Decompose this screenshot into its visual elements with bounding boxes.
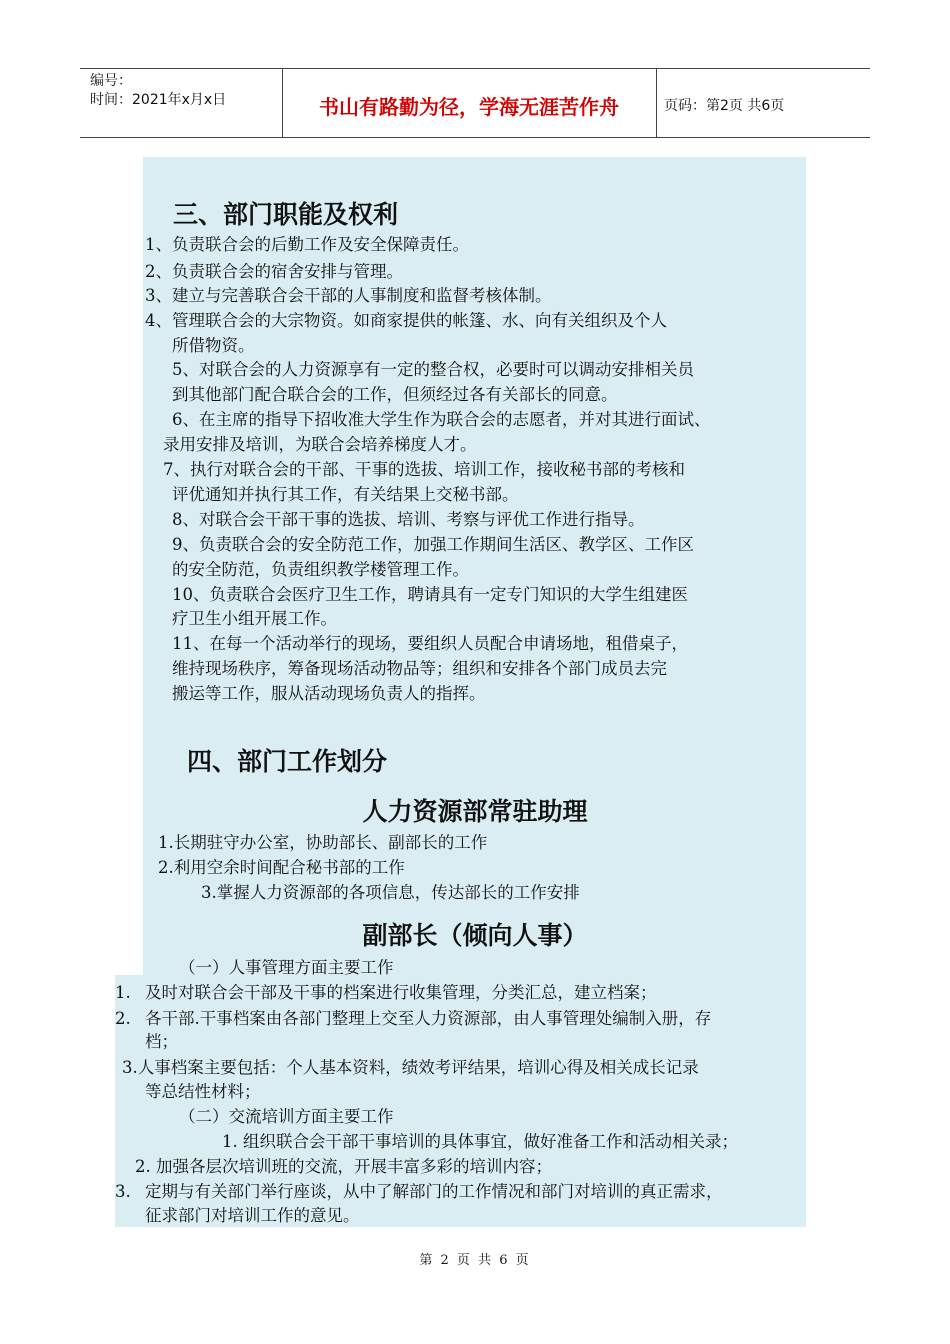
list-item: 1.长期驻守办公室，协助部长、副部长的工作 bbox=[158, 833, 488, 852]
list-item: 的安全防范，负责组织教学楼管理工作。 bbox=[172, 560, 469, 579]
list-item: 到其他部门配合联合会的工作，但须经过各有关部长的同意。 bbox=[172, 385, 618, 404]
list-item: 4、管理联合会的大宗物资。如商家提供的帐篷、水、向有关组织及个人 bbox=[145, 311, 667, 330]
list-number: 3. bbox=[115, 1182, 131, 1201]
list-number: 1. bbox=[115, 983, 131, 1002]
list-item: 9、负责联合会的安全防范工作，加强工作期间生活区、教学区、工作区 bbox=[172, 535, 694, 554]
list-item: 3、建立与完善联合会干部的人事制度和监督考核体制。 bbox=[145, 286, 552, 305]
section4-title: 四、部门工作划分 bbox=[187, 747, 388, 776]
list-item: 1、负责联合会的后勤工作及安全保障责任。 bbox=[145, 235, 469, 254]
list-item: 录用安排及培训，为联合会培养梯度人才。 bbox=[163, 435, 477, 454]
list-item: 等总结性材料； bbox=[145, 1082, 261, 1101]
list-item: 及时对联合会干部及干事的档案进行收集管理，分类汇总，建立档案； bbox=[145, 983, 657, 1002]
assistant-title: 人力资源部常驻助理 bbox=[362, 797, 588, 826]
page-footer: 第 2 页 共 6 页 bbox=[419, 1253, 531, 1268]
list-item: 维持现场秩序，筹备现场活动物品等；组织和安排各个部门成员去完 bbox=[172, 659, 667, 678]
list-item: 3.掌握人力资源部的各项信息，传达部长的工作安排 bbox=[201, 883, 580, 902]
time-label: 时间：2021年x月x日 bbox=[90, 92, 227, 108]
list-item: 3.人事档案主要包括：个人基本资料，绩效考评结果，培训心得及相关成长记录 bbox=[122, 1058, 699, 1077]
list-item: 疗卫生小组开展工作。 bbox=[172, 609, 337, 628]
list-item: 11、在每一个活动举行的现场，要组织人员配合申请场地，租借桌子， bbox=[172, 634, 688, 653]
list-item: 评优通知并执行其工作，有关结果上交秘书部。 bbox=[172, 485, 519, 504]
list-item: 各干部.干事档案由各部门整理上交至人力资源部，由人事管理处编制入册，存 bbox=[145, 1009, 712, 1028]
header-motto: 书山有路勤为径，学海无涯苦作舟 bbox=[319, 95, 619, 119]
list-number: 2. bbox=[115, 1009, 131, 1028]
list-item: 档； bbox=[145, 1032, 178, 1051]
number-label: 编号： bbox=[90, 73, 132, 89]
list-item: 6、在主席的指导下招收准大学生作为联合会的志愿者，并对其进行面试、 bbox=[172, 410, 711, 429]
deputy-title: 副部长（倾向人事） bbox=[362, 921, 588, 950]
list-item: 2、负责联合会的宿舍安排与管理。 bbox=[145, 262, 403, 281]
list-item: 所借物资。 bbox=[172, 336, 255, 355]
list-item: 定期与有关部门举行座谈，从中了解部门的工作情况和部门对培训的真正需求， bbox=[145, 1182, 723, 1201]
list-item: 1. 组织联合会干部干事培训的具体事宜，做好准备工作和活动相关录； bbox=[222, 1132, 738, 1151]
header-page-info: 页码：第2页 共6页 bbox=[664, 98, 785, 114]
list-item: 2.利用空余时间配合秘书部的工作 bbox=[158, 858, 405, 877]
section3-title: 三、部门职能及权利 bbox=[173, 200, 399, 229]
header-divider bbox=[656, 69, 657, 137]
list-item: 8、对联合会干部干事的选拔、培训、考察与评优工作进行指导。 bbox=[172, 510, 645, 529]
sub-heading: （二）交流培训方面主要工作 bbox=[179, 1107, 394, 1126]
list-item: 5、对联合会的人力资源享有一定的整合权，必要时可以调动安排相关员 bbox=[172, 360, 694, 379]
sub-heading: （一）人事管理方面主要工作 bbox=[179, 958, 394, 977]
page-header bbox=[80, 68, 870, 138]
list-item: 2. 加强各层次培训班的交流，开展丰富多彩的培训内容； bbox=[135, 1157, 552, 1176]
list-item: 征求部门对培训工作的意见。 bbox=[145, 1206, 360, 1225]
list-item: 搬运等工作，服从活动现场负责人的指挥。 bbox=[172, 684, 486, 703]
list-item: 10、负责联合会医疗卫生工作，聘请具有一定专门知识的大学生组建医 bbox=[172, 585, 688, 604]
header-meta bbox=[90, 72, 280, 110]
list-item: 7、执行对联合会的干部、干事的选拔、培训工作，接收秘书部的考核和 bbox=[163, 460, 685, 479]
